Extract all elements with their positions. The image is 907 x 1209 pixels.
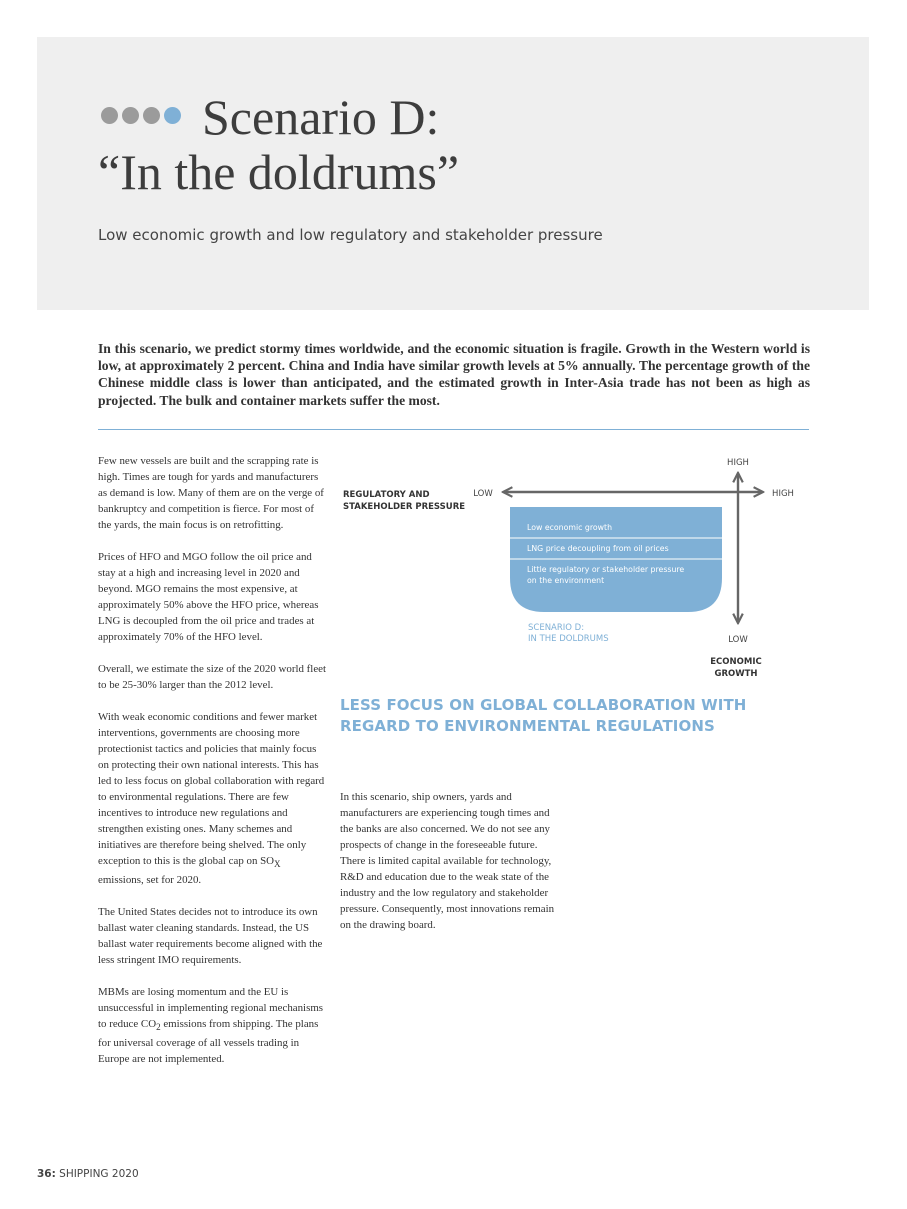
paragraph-text: MBMs are losing momentum and the EU is unsuccessful in implementing regional mechanisms to reduce CO: [98, 986, 324, 1031]
divider-rule: [98, 429, 809, 430]
body-paragraph: The United States decides not to introduce its own ballast water cleaning standards. Instead, the US ballast water requirements become aligned with the less stringent IMO requirements.: [98, 906, 323, 967]
y-axis-title-line-1: ECONOMIC: [710, 657, 762, 667]
title-line-1: Scenario D:: [202, 89, 440, 145]
title-line-2: “In the doldrums”: [98, 144, 460, 200]
left-column: [98, 453, 328, 1083]
body-paragraph: Overall, we estimate the size of the 2020 world fleet to be 25-30% larger than the 2012 level.: [98, 663, 327, 691]
body-paragraph: Few new vessels are built and the scrapping rate is high. Times are tough for yards and manufacturers as demand is low. Many of them are on the verge of bankruptcy and competition is fierce. For most of the yards, the main focus is on retrofitting.: [98, 455, 324, 531]
y-high-label: HIGH: [727, 458, 749, 468]
publication-name: SHIPPING 2020: [55, 1168, 139, 1180]
paragraph-text: With weak economic conditions and fewer market interventions, governments are choosing more protectionist tactics and policies that mainly focus on protecting their own national interests. This has led to less focus on global collaboration with regard to environmental regulations. There are few incentives to introduce new regulations and strengthen existing ones. Many schemes and initiatives are therefore being shelved. The only exception to this is the global cap on SO: [98, 711, 325, 867]
body-paragraph: Prices of HFO and MGO follow the oil price and stay at a high and increasing level in 2020 and beyond. MGO remains the most expensive, at approximately 50% above the HFO price, whereas LNG is decoupled from the oil price and trades at approximately 70% of the HFO level.: [98, 551, 319, 643]
page-number: 36:: [37, 1168, 56, 1180]
body-paragraph: [98, 984, 328, 1067]
y-axis-title-line-2: GROWTH: [714, 669, 758, 679]
paragraph-text: emissions, set for 2020.: [98, 874, 202, 887]
paragraph-text: emissions from shipping. The plans for universal coverage of all vessels trading in Europe are not implemented.: [98, 1018, 319, 1066]
y-low-label: LOW: [728, 635, 748, 645]
subscript: X: [274, 859, 281, 870]
box-item-1: Low economic growth: [527, 523, 613, 532]
x-high-label: HIGH: [772, 489, 794, 499]
intro-paragraph: In this scenario, we predict stormy times worldwide, and the economic situation is fragile. Growth in the Western world is low, at approximately 2 percent. China and India have similar growth levels at 5% annually. The percentage growth of the Chinese middle class is lower than anticipated, and the estimated growth in Inter-Asia trade has not been as high as projected. The bulk and container markets suffer the most.: [98, 341, 810, 408]
box-item-3-line-1: Little regulatory or stakeholder pressure: [527, 565, 685, 574]
x-axis-title-line-1: REGULATORY AND: [343, 490, 430, 500]
scenario-diagram: [330, 450, 810, 690]
page-subtitle: Low economic growth and low regulatory and stakeholder pressure: [98, 226, 603, 244]
x-low-label: LOW: [473, 489, 493, 499]
page-footer: [37, 1168, 139, 1180]
x-axis-title-line-2: STAKEHOLDER PRESSURE: [343, 502, 466, 512]
page-title: [98, 90, 798, 200]
right-column-paragraph: In this scenario, ship owners, yards and manufacturers are experiencing tough times and the banks are also concerned. We do not see any prospects of change in the foreseeable future. There is limited capital available for technology, R&D and education due to the weak state of the industry and the low regulatory and stakeholder pressure. Consequently, most innovations remain on the drawing board.: [340, 791, 555, 931]
subscript: 2: [156, 1022, 161, 1033]
section-heading: LESS FOCUS ON GLOBAL COLLABORATION WITH REGARD TO ENVIRONMENTAL REGULATIONS: [340, 696, 747, 735]
scenario-label-line-2: IN THE DOLDRUMS: [528, 634, 609, 644]
scenario-label-line-1: SCENARIO D:: [528, 623, 585, 633]
body-paragraph: [98, 709, 328, 888]
box-item-3-line-2: on the environment: [527, 576, 605, 585]
box-item-2: LNG price decoupling from oil prices: [527, 544, 669, 553]
